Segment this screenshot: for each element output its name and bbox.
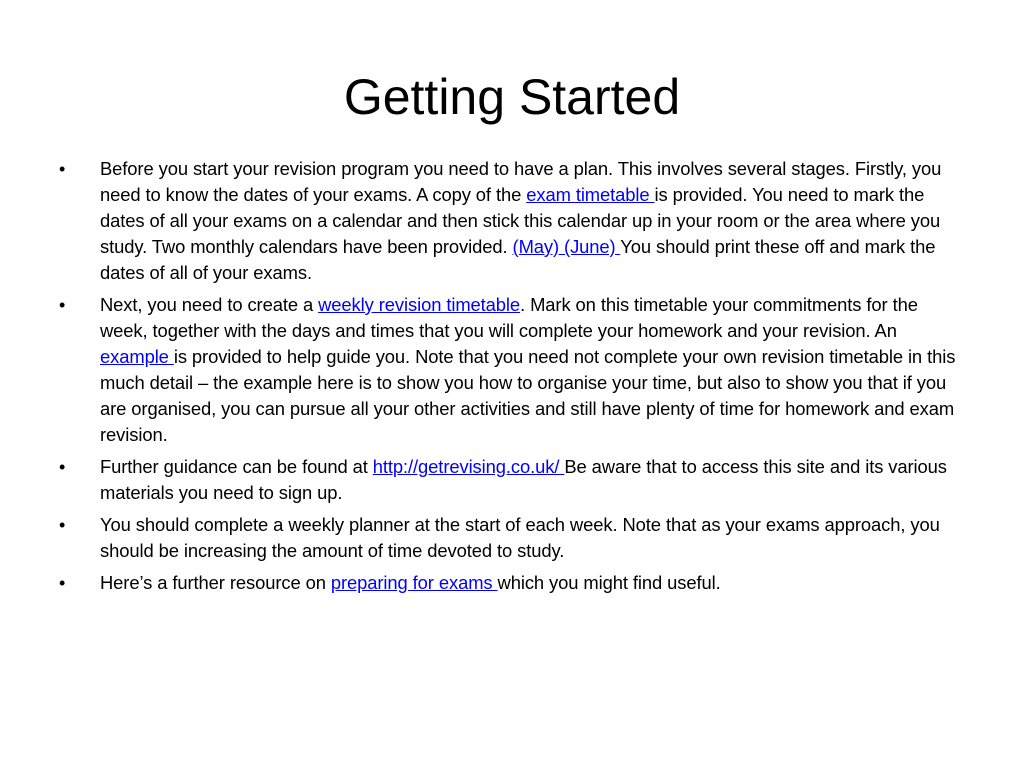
bullet-icon: • [59,573,66,593]
bullet-icon: • [59,159,66,179]
weekly-revision-timetable-link[interactable]: weekly revision timetable [318,294,521,315]
text-segment: is provided to help guide you. Note that you need not complete your own revision timetable in this much detail – the example here is to show you how to organise your time, but also to show you that if you are organised, you can pursue all your other activities and still have plenty of time for homework and exam revision. [100,346,956,445]
example-link[interactable]: example [100,346,174,367]
bullet-icon: • [59,457,66,477]
text-segment: Before you start your revision program you need to have a plan. This involves several stages. Firstly, you need to know the dates of your exams. A copy of the [100,158,942,205]
bullet-item-weekly-planner [59,512,968,564]
bullet-text [100,158,941,283]
text-segment: Next, you need to create a [100,294,319,315]
preparing-for-exams-link[interactable]: preparing for exams [330,572,498,593]
bullet-text [100,572,721,593]
june-calendar-link[interactable]: (June) [559,236,621,257]
bullet-item-further-resource [59,570,968,596]
bullet-item-weekly-timetable [59,292,968,448]
bullet-list [0,156,1024,602]
text-segment: Be aware that to access this site and its various materials you need to sign up. [100,456,947,503]
text-segment: Here’s a further resource on [100,572,331,593]
bullet-item-plan [59,156,968,286]
bullet-item-further-guidance [59,454,968,506]
text-segment: which you might find useful. [497,572,721,593]
may-calendar-link[interactable]: (May) [512,236,560,257]
bullet-text [100,456,947,503]
exam-timetable-link[interactable]: exam timetable [526,184,655,205]
text-segment: You should complete a weekly planner at the start of each week. Note that as your exams approach, you should be increasing the amount of time devoted to study. [100,514,940,561]
bullet-icon: • [59,295,66,315]
getrevising-link[interactable]: http://getrevising.co.uk/ [372,456,565,477]
text-segment: You should print these off and mark the dates of all of your exams. [100,236,936,283]
text-segment: is provided. You need to mark the dates of all your exams on a calendar and then stick this calendar up in your room or the area where you study. Two monthly calendars have been provided. [100,184,941,257]
bullet-text [100,294,955,445]
text-segment: Further guidance can be found at [100,456,373,477]
bullet-icon: • [59,515,66,535]
text-segment: . Mark on this timetable your commitments for the week, together with the days and times that you will complete your homework and your revision. An [100,294,918,341]
slide-title: Getting Started [343,69,681,125]
bullet-text [100,514,940,561]
